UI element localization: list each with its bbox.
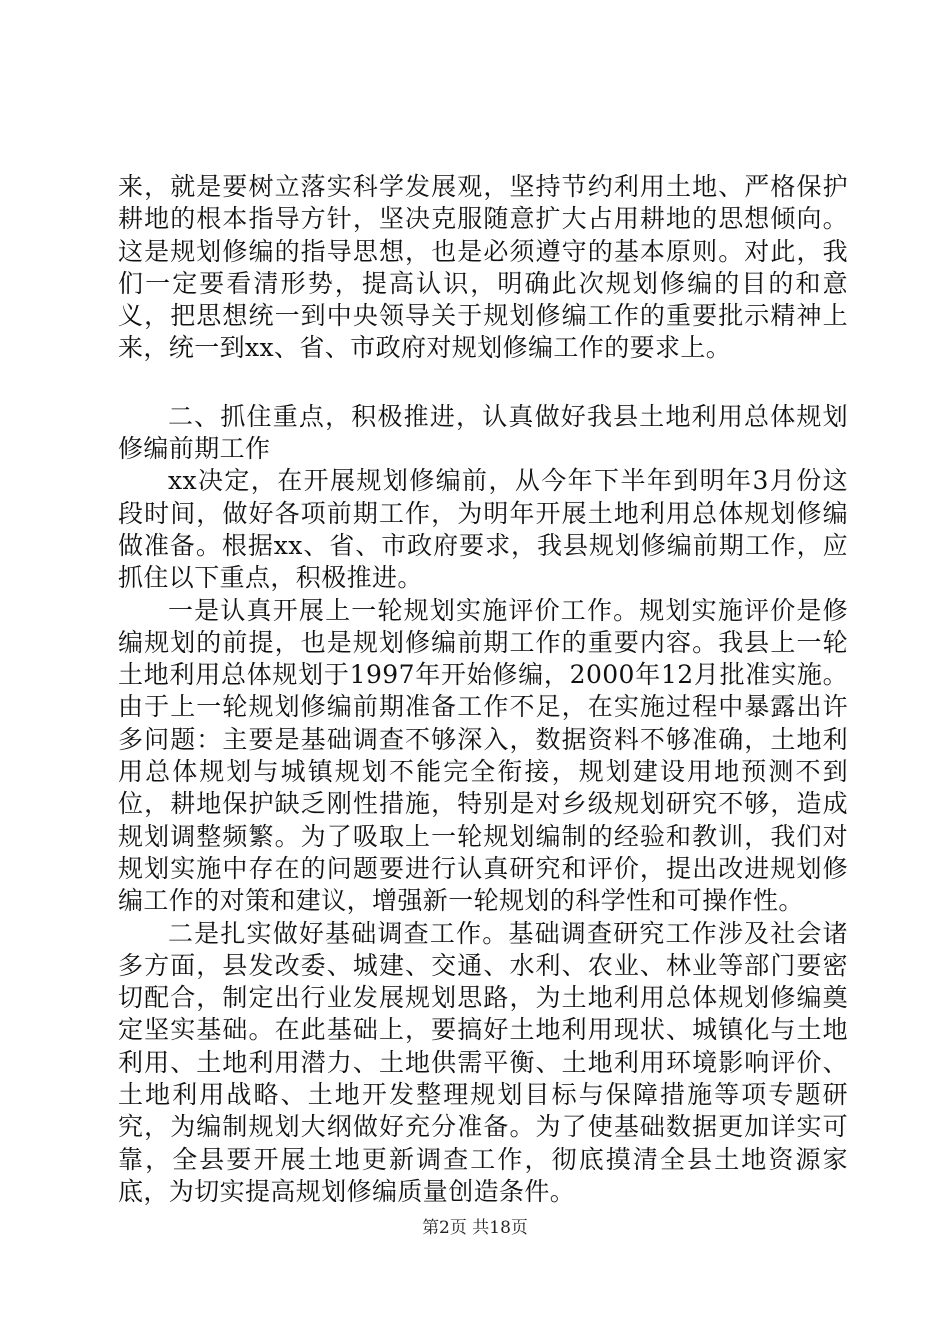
paragraph-continuation: 来，就是要树立落实科学发展观，坚持节约利用土地、严格保护耕地的根本指导方针，坚决克服随意扩大占用耕地的思想倾向。这是规划修编的指导思想，也是必须遵守的基本原则。对此，我们一定要看清形势，提高认识，明确此次规划修编的目的和意义，把思想统一到中央领导关于规划修编工作的重要批示精神上来，统一到xx、省、市政府对规划修编工作的要求上。 — [118, 172, 848, 363]
paragraph-evaluation: 一是认真开展上一轮规划实施评价工作。规划实施评价是修编规划的前提，也是规划修编前期工作的重要内容。我县上一轮土地利用总体规划于1997年开始修编，2000年12月批准实施。由于上一轮规划修编前期准备工作不足，在实施过程中暴露出许多问题：主要是基础调查不够深入，数据资料不够准确，土地利用总体规划与城镇规划不能完全衔接，规划建设用地预测不到位，耕地保护缺乏刚性措施，特别是对乡级规划研究不够，造成规划调整频繁。为了吸取上一轮规划编制的经验和教训，我们对规划实施中存在的问题要进行认真研究和评价，提出改进规划修编工作的对策和建议，增强新一轮规划的科学性和可操作性。 — [118, 595, 848, 916]
page-number: 第2页 共18页 — [422, 1218, 528, 1238]
paragraph-decision: xx决定，在开展规划修编前，从今年下半年到明年3月份这段时间，做好各项前期工作，为明年开展土地利用总体规划修编做准备。根据xx、省、市政府要求，我县规划修编前期工作，应抓住以下重点，积极推进。 — [118, 466, 848, 593]
section-heading: 二、抓住重点，积极推进，认真做好我县土地利用总体规划修编前期工作 — [118, 401, 848, 464]
page-footer — [0, 1217, 950, 1239]
paragraph-gap — [118, 365, 848, 401]
paragraph-survey: 二是扎实做好基础调查工作。基础调查研究工作涉及社会诸多方面，县发改委、城建、交通、水利、农业、林业等部门要密切配合，制定出行业发展规划思路，为土地利用总体规划修编奠定坚实基础。在此基础上，要搞好土地利用现状、城镇化与土地利用、土地利用潜力、土地供需平衡、土地利用环境影响评价、土地利用战略、土地开发整理规划目标与保障措施等项专题研究，为编制规划大纲做好充分准备。为了使基础数据更加详实可靠，全县要开展土地更新调查工作，彻底摸清全县土地资源家底，为切实提高规划修编质量创造条件。 — [118, 918, 848, 1206]
document-body — [118, 171, 848, 1208]
